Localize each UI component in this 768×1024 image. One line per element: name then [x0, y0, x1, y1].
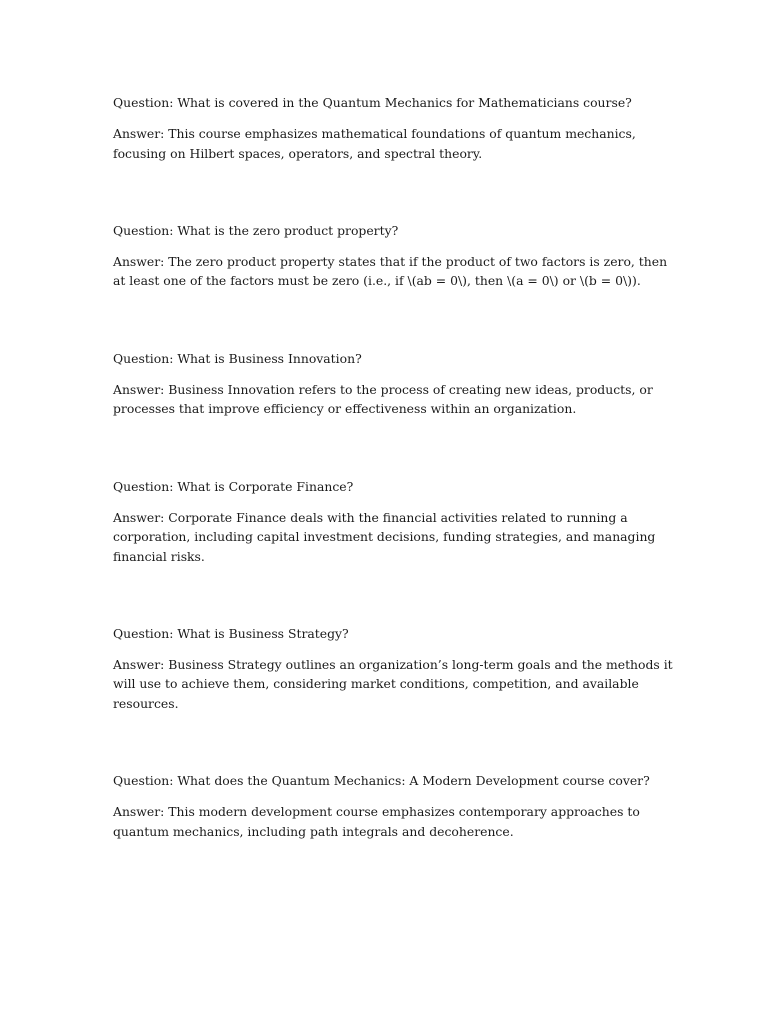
answer-text: Answer: The zero product property states that if the product of two factors is zero, then at least one of the factors must be zero (i.e., if \(ab = 0\), then \(a = 0\) or \(b = 0\)).: [113, 254, 668, 289]
qa-block: [113, 624, 673, 713]
answer-text: Answer: Corporate Finance deals with the financial activities related to running a corporation, including capital investment decisions, funding strategies, and managing financial risks.: [113, 509, 656, 564]
answer-text: Answer: This course emphasizes mathematical foundations of quantum mechanics, focusing on Hilbert spaces, operators, and spectral theory.: [113, 126, 636, 161]
qa-block: [113, 771, 673, 841]
question-text: Question: What is Business Innovation?: [113, 350, 362, 366]
question-text: Question: What is the zero product property?: [113, 222, 399, 238]
qa-block: [113, 477, 673, 566]
qa-block: [113, 349, 673, 419]
question-text: Question: What is Business Strategy?: [113, 625, 349, 641]
answer-text: Answer: Business Strategy outlines an organization’s long-term goals and the methods it will use to achieve them, considering market conditions, competition, and available resources.: [113, 657, 673, 711]
question-text: Question: What is Corporate Finance?: [113, 478, 354, 494]
document-page: [113, 93, 673, 841]
question-text: Question: What does the Quantum Mechanics: A Modern Development course cover?: [113, 773, 650, 789]
answer-text: Answer: This modern development course emphasizes contemporary approaches to quantum mechanics, including path integrals and decoherence.: [113, 804, 640, 839]
answer-text: Answer: Business Innovation refers to the process of creating new ideas, products, or processes that improve efficiency or effectiveness within an organization.: [113, 382, 653, 417]
question-text: Question: What is covered in the Quantum Mechanics for Mathematicians course?: [113, 95, 632, 110]
qa-block: [113, 221, 673, 291]
qa-block: [113, 93, 673, 163]
